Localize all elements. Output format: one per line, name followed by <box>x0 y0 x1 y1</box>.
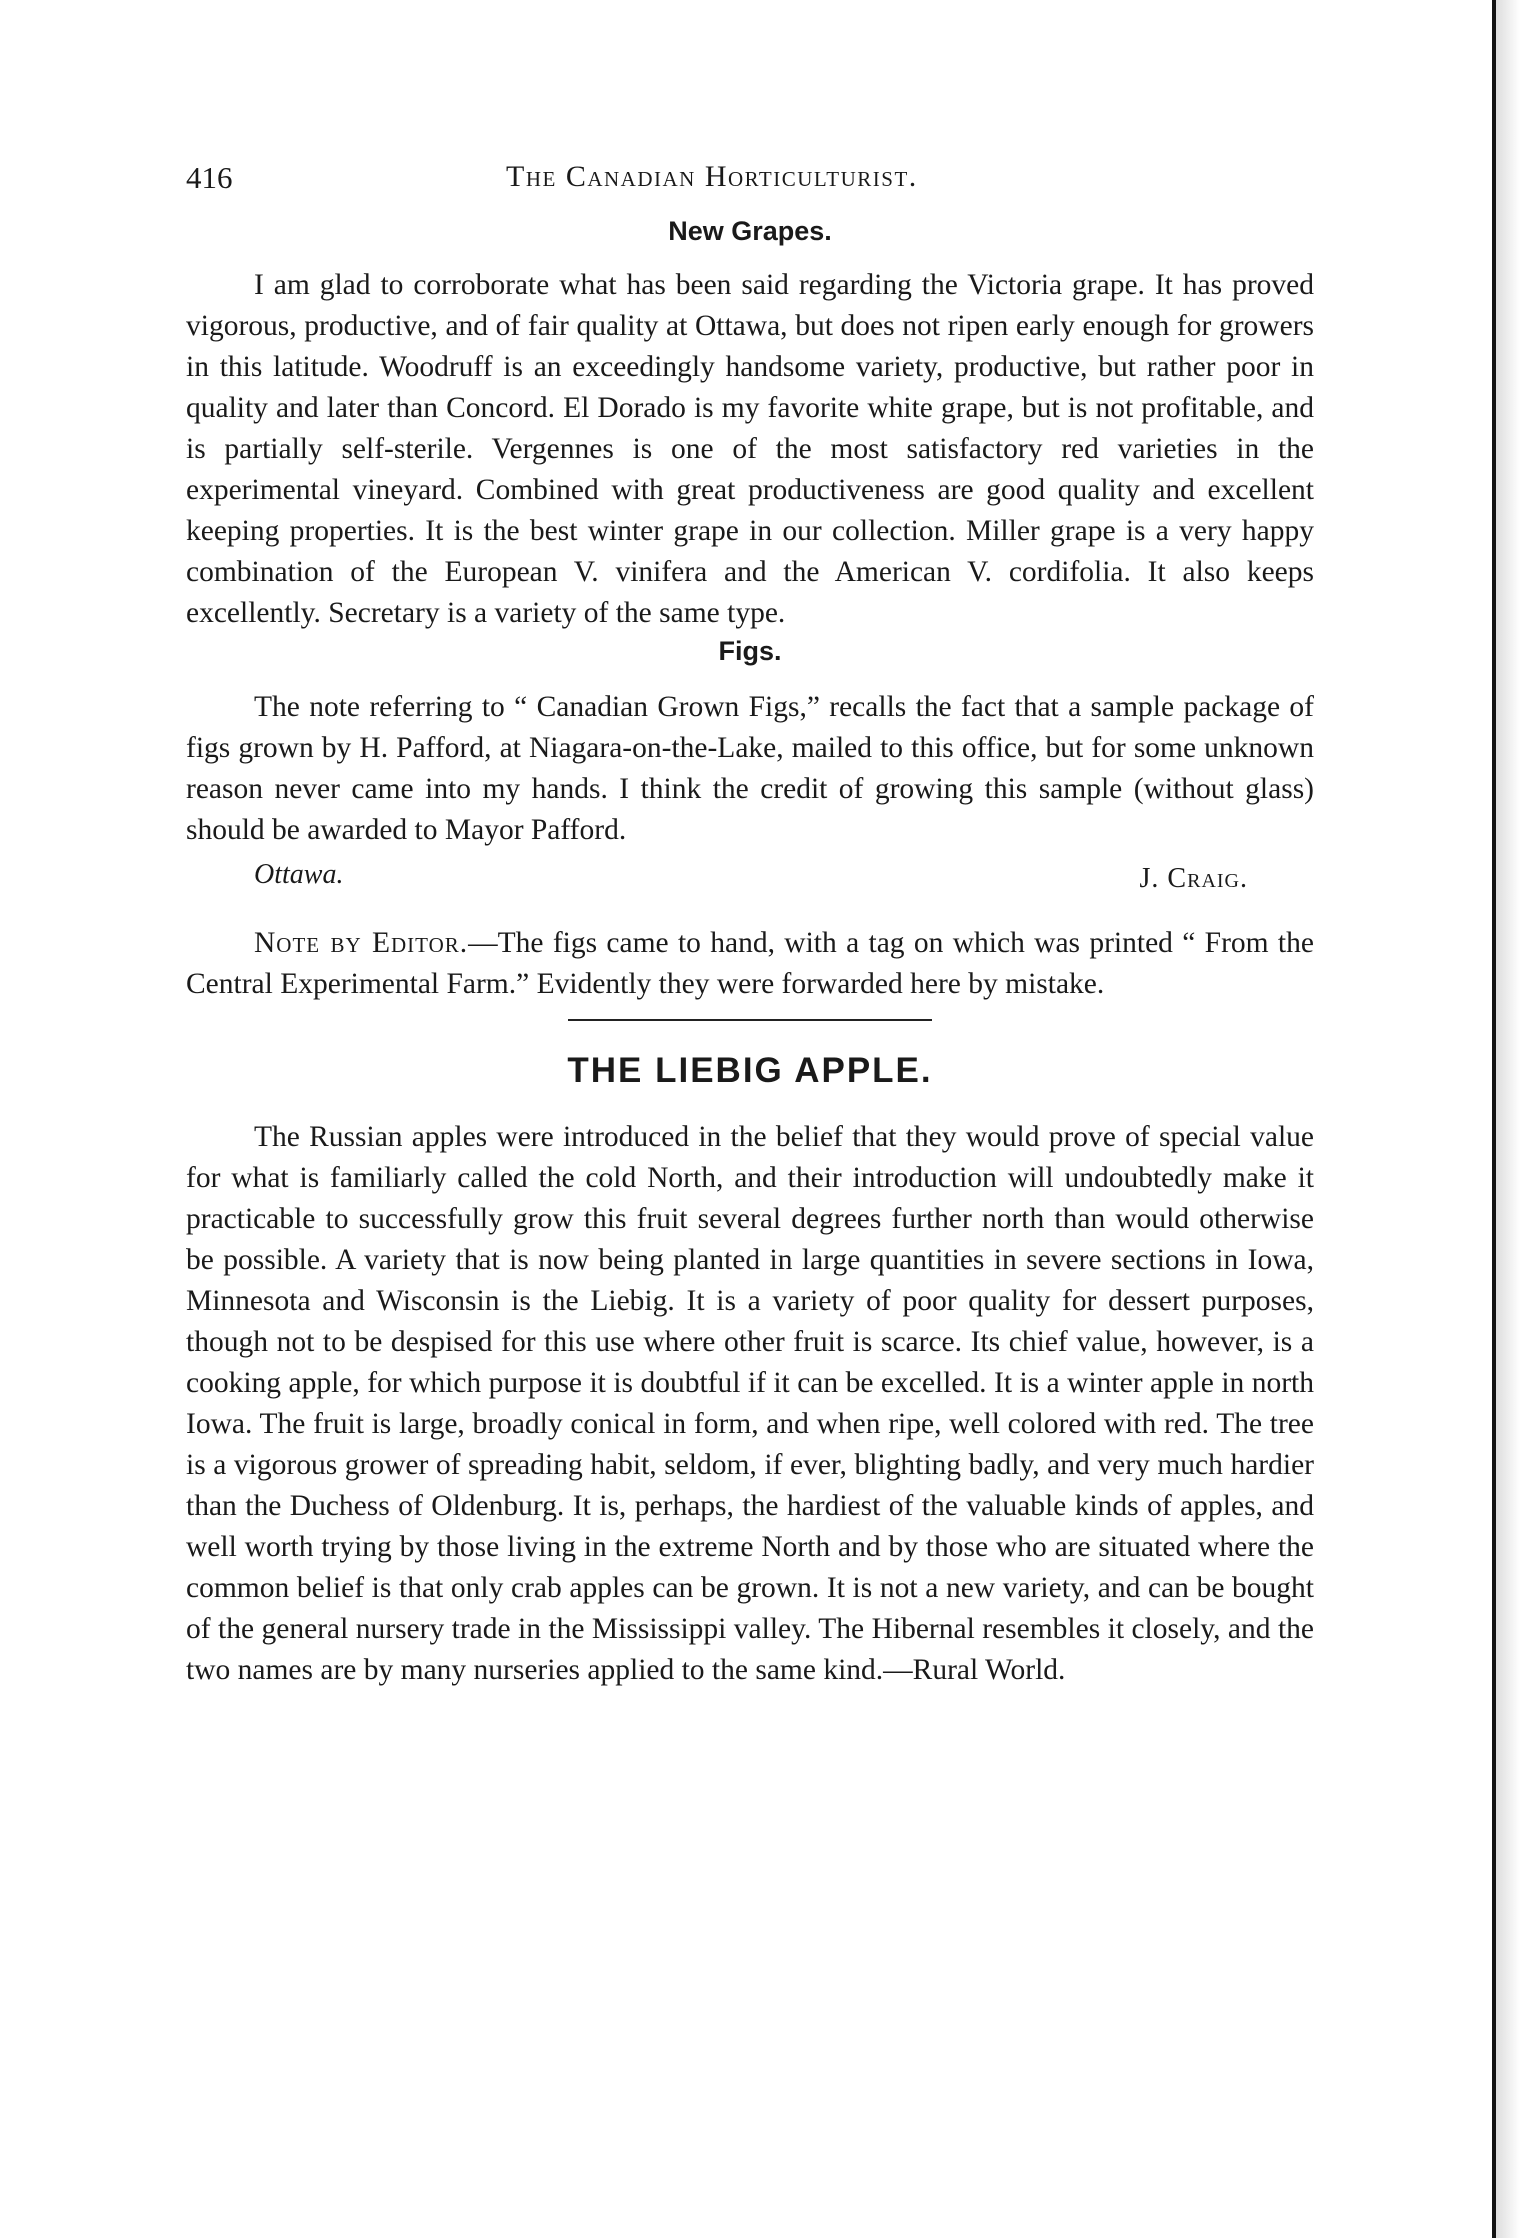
new-grapes-paragraph: I am glad to corroborate what has been said regarding the Victoria grape. It has proved vigorous, productive, and of fair quality at Ottawa, but does not ripen early enough for growers in this latitude. Woodruff is an exceedingly handsome variety, productive, but rather poor in quality and later than Concord. El Dorado is my favorite white grape, but is not profitable, and is partially self-sterile. Vergennes is one of the most satisfactory red varieties in the experimental vineyard. Combined with great productiveness are good quality and excellent keeping properties. It is the best winter grape in our collection. Miller grape is a very happy combination of the European V. vinifera and the American V. cordifolia. It also keeps excellently. Secretary is a variety of the same type. <box>186 269 1314 629</box>
editor-note-label: Note by Editor. <box>254 927 469 959</box>
figs-paragraph: The note referring to “ Canadian Grown Figs,” recalls the fact that a sample package of figs grown by H. Pafford, at Niagara-on-the-Lake, mailed to this office, but for some unknown reason never came into my hands. I think the credit of growing this sample (without glass) should be awarded to Mayor Pafford. <box>186 691 1314 846</box>
page-edge-shadow <box>1496 0 1520 2238</box>
editor-note <box>186 923 1314 1005</box>
section-divider-rule <box>568 1019 932 1021</box>
running-head <box>186 150 1314 210</box>
signature-author: J. Craig. <box>1139 863 1248 894</box>
new-grapes-heading: New Grapes. <box>668 216 832 246</box>
editor-note-text: —The figs came to hand, with a tag on which was printed “ From the Central Experimental Farm.” Evidently they were forwarded here by mistake. <box>186 927 1314 1000</box>
signature-place: Ottawa. <box>254 859 344 890</box>
figs-heading: Figs. <box>718 636 782 666</box>
journal-title: The Canadian Horticulturist. <box>506 160 918 193</box>
page-content <box>186 150 1314 1691</box>
signature-row <box>186 853 1314 905</box>
liebig-apple-heading: THE LIEBIG APPLE. <box>567 1051 933 1090</box>
page-number: 416 <box>186 160 233 195</box>
liebig-apple-paragraph: The Russian apples were introduced in the belief that they would prove of special value for what is familiarly called the cold North, and their introduction will undoubtedly make it practicable to successfully grow this fruit several degrees further north than would otherwise be possible. A variety that is now being planted in large quantities in severe sections in Iowa, Minnesota and Wisconsin is the Liebig. It is a variety of poor quality for dessert purposes, though not to be despised for this use where other fruit is scarce. Its chief value, however, is a cooking apple, for which purpose it is doubtful if it can be excelled. It is a winter apple in north Iowa. The fruit is large, broadly conical in form, and when ripe, well colored with red. The tree is a vigorous grower of spreading habit, seldom, if ever, blighting badly, and very much hardier than the Duchess of Oldenburg. It is, perhaps, the hardiest of the valuable kinds of apples, and well worth trying by those living in the extreme North and by those who are situated where the common belief is that only crab apples can be grown. It is not a new variety, and can be bought of the general nursery trade in the Mississippi valley. The Hibernal resembles it closely, and the two names are by many nurseries applied to the same kind.—Rural World. <box>186 1121 1314 1686</box>
